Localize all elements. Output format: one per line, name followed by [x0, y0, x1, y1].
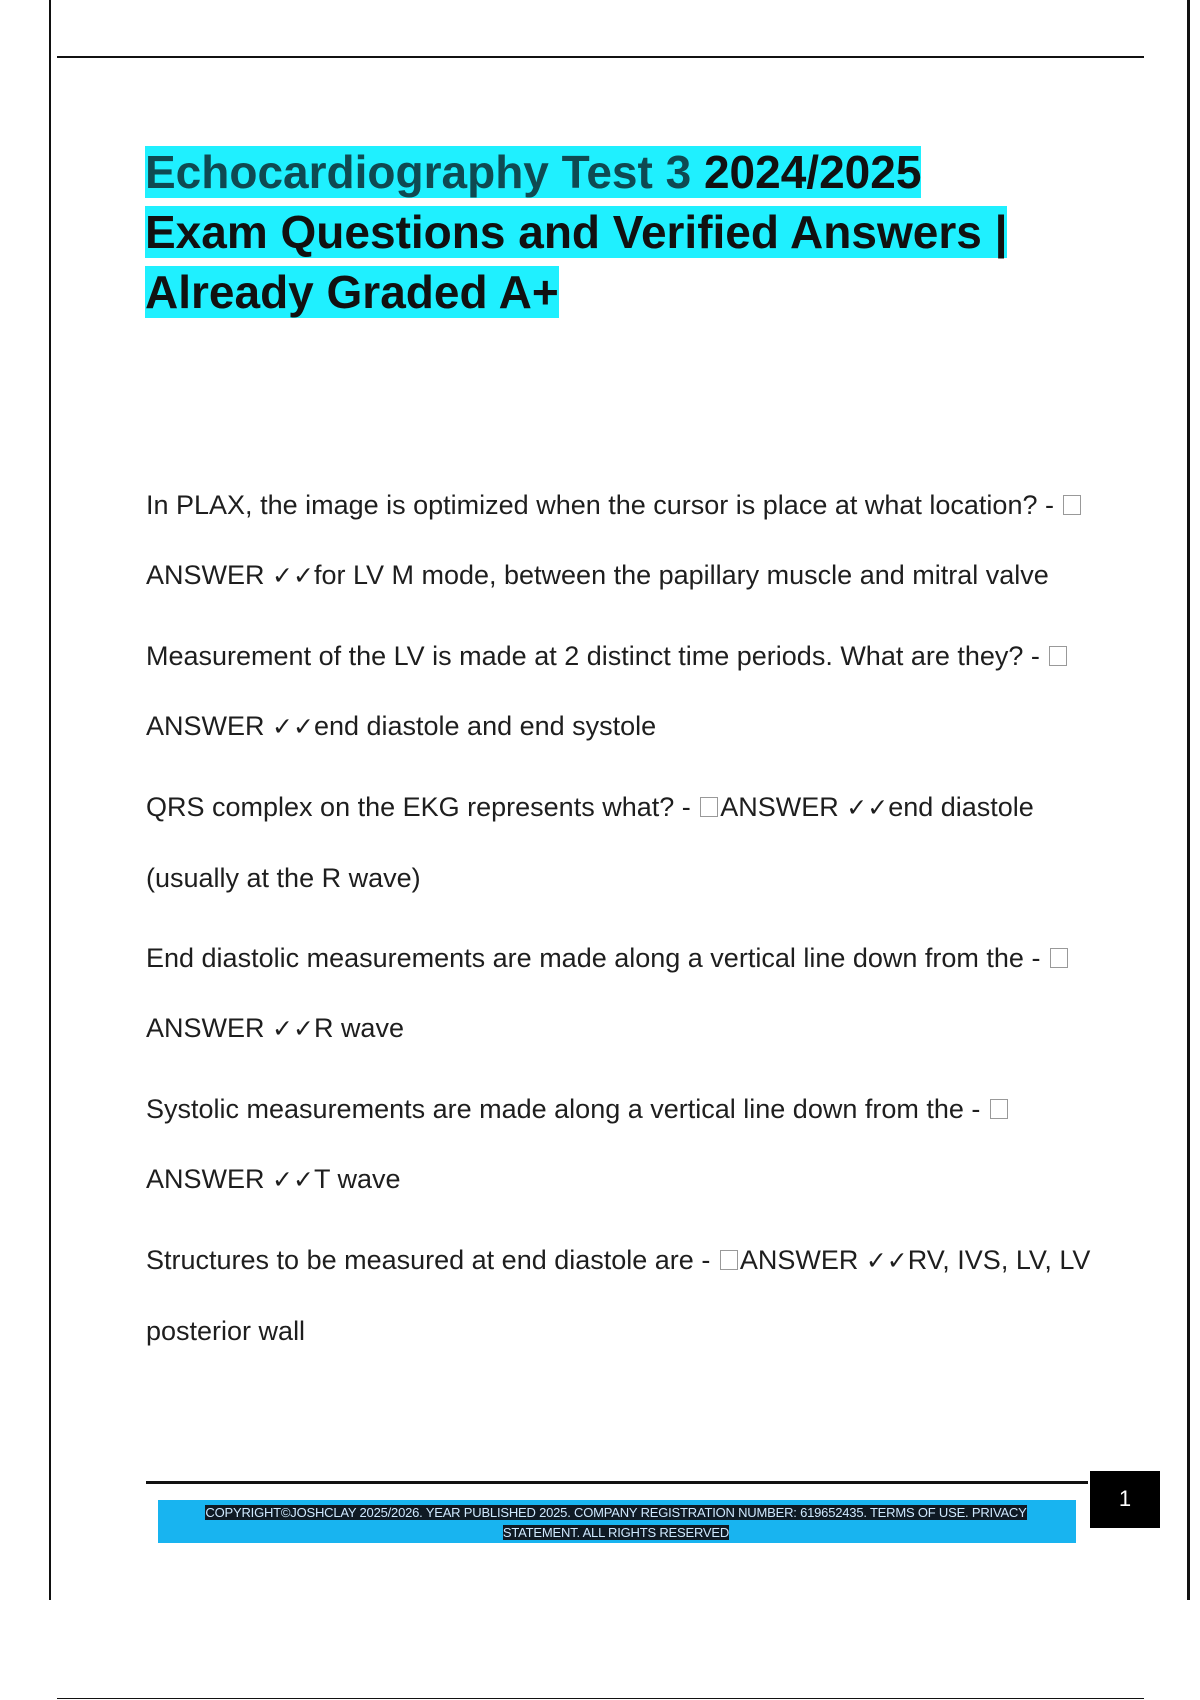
document-title	[145, 142, 1105, 322]
title-part-2: 2024/2025	[691, 146, 922, 198]
answer-text: RV, IVS, LV, LV posterior wall	[146, 1245, 1091, 1346]
question-text: End diastolic measurements are made along a vertical line down from the -	[146, 943, 1048, 973]
missing-glyph-box-icon	[990, 1099, 1008, 1119]
qa-item	[146, 772, 1106, 913]
copyright-notice	[176, 1503, 1056, 1543]
qa-item	[146, 1225, 1106, 1366]
question-text: Measurement of the LV is made at 2 distinct time periods. What are they? -	[146, 641, 1048, 671]
header-rule	[57, 56, 1144, 58]
qa-list	[146, 470, 1106, 1376]
next-page-rule	[57, 1698, 1144, 1699]
answer-text: R wave	[313, 1013, 404, 1043]
answer-text: for LV M mode, between the papillary muscle and mitral valve	[313, 560, 1049, 590]
answer-text: end diastole and end systole	[313, 711, 657, 741]
missing-glyph-box-icon	[1050, 948, 1068, 968]
answer-marker: ANSWER	[146, 560, 265, 590]
missing-glyph-box-icon	[1063, 495, 1081, 515]
answer-text: T wave	[313, 1164, 401, 1194]
question-text: Structures to be measured at end diastole are -	[146, 1245, 718, 1275]
double-check-icon: ✓✓	[272, 712, 314, 741]
question-text: In PLAX, the image is optimized when the cursor is place at what location? -	[146, 490, 1062, 520]
copyright-text: COPYRIGHT©JOSHCLAY 2025/2026. YEAR PUBLISHED 2025. COMPANY REGISTRATION NUMBER: 619652435. TERMS OF USE. PRIVACY STATEMENT. ALL RIGHTS RESERVED	[205, 1505, 1027, 1540]
answer-marker: ANSWER	[146, 711, 265, 741]
answer-marker: ANSWER	[739, 1245, 859, 1275]
title-line-2: Exam Questions and Verified Answers |	[145, 206, 1008, 258]
qa-item	[146, 621, 1106, 762]
qa-item	[146, 923, 1106, 1064]
qa-item	[146, 1074, 1106, 1215]
missing-glyph-box-icon	[700, 797, 718, 817]
double-check-icon: ✓✓	[272, 561, 314, 590]
footer-rule	[146, 1481, 1088, 1484]
answer-marker: ANSWER	[146, 1164, 265, 1194]
title-part-1: Echocardiography Test 3	[145, 146, 692, 198]
answer-marker: ANSWER	[146, 1013, 265, 1043]
page-number: 1	[1090, 1471, 1160, 1528]
question-text: QRS complex on the EKG represents what? -	[146, 792, 699, 822]
title-line-3: Already Graded A+	[145, 266, 559, 318]
double-check-icon: ✓✓	[846, 793, 889, 822]
double-check-icon: ✓✓	[272, 1165, 314, 1194]
qa-item	[146, 470, 1106, 611]
answer-text: end diastole (usually at the R wave)	[146, 792, 1034, 893]
double-check-icon: ✓✓	[272, 1014, 314, 1043]
missing-glyph-box-icon	[1049, 646, 1067, 666]
question-text: Systolic measurements are made along a vertical line down from the -	[146, 1094, 988, 1124]
missing-glyph-box-icon	[720, 1250, 738, 1270]
double-check-icon: ✓✓	[865, 1246, 908, 1275]
answer-marker: ANSWER	[720, 792, 839, 822]
